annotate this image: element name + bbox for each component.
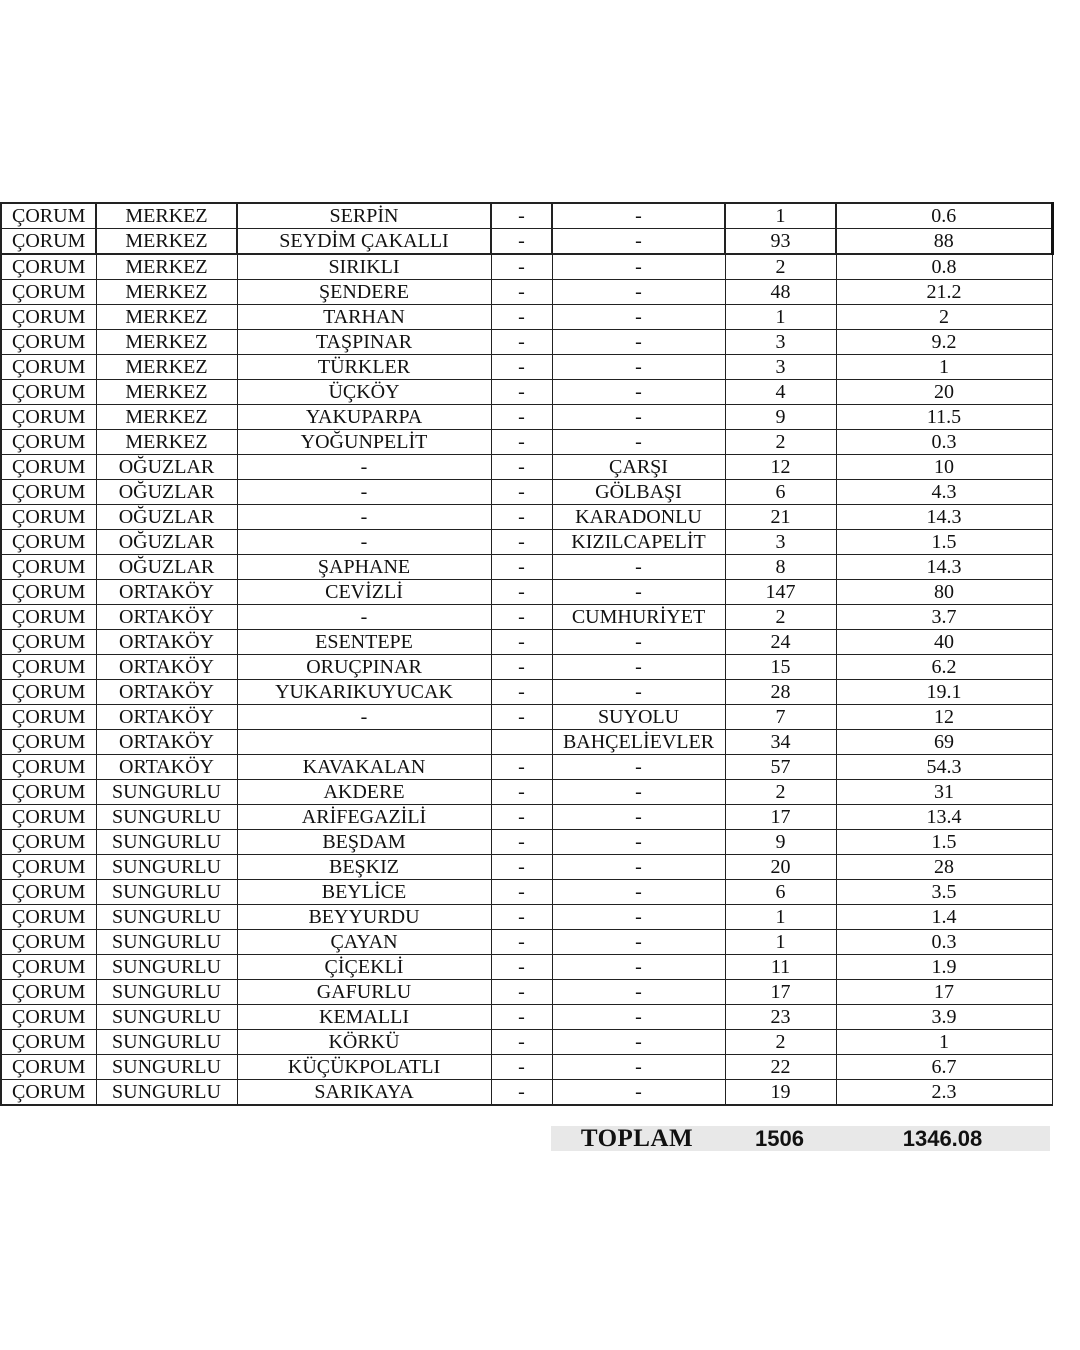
table-row: [1, 880, 1052, 905]
cell-il: ÇORUM: [1, 430, 96, 455]
cell-koy: -: [237, 480, 491, 505]
cell-count: 1: [725, 905, 836, 930]
cell-area: 20: [836, 380, 1052, 405]
cell-il: ÇORUM: [1, 380, 96, 405]
cell-il: ÇORUM: [1, 730, 96, 755]
table-row: [1, 455, 1052, 480]
cell-koy: ŞENDERE: [237, 280, 491, 305]
cell-count: 9: [725, 830, 836, 855]
cell-area: 14.3: [836, 555, 1052, 580]
cell-il: ÇORUM: [1, 780, 96, 805]
cell-count: 6: [725, 480, 836, 505]
cell-ilce: SUNGURLU: [96, 1030, 237, 1055]
table-row: [1, 680, 1052, 705]
cell-ilce: SUNGURLU: [96, 1080, 237, 1106]
cell-ilce: SUNGURLU: [96, 930, 237, 955]
cell-count: 1: [725, 305, 836, 330]
cell-ilce: SUNGURLU: [96, 880, 237, 905]
table-row: [1, 930, 1052, 955]
cell-count: 4: [725, 380, 836, 405]
cell-koy: ESENTEPE: [237, 630, 491, 655]
cell-koy: -: [237, 705, 491, 730]
cell-area: 88: [836, 229, 1052, 255]
table-row: [1, 730, 1052, 755]
cell-area: 1.9: [836, 955, 1052, 980]
cell-mezra: -: [491, 254, 552, 280]
cell-ilce: OĞUZLAR: [96, 455, 237, 480]
cell-mezra: -: [491, 405, 552, 430]
table-row: [1, 955, 1052, 980]
cell-mahalle: KARADONLU: [552, 505, 725, 530]
table-row: [1, 1080, 1052, 1106]
cell-koy: KÖRKÜ: [237, 1030, 491, 1055]
cell-count: 34: [725, 730, 836, 755]
cell-mezra: -: [491, 905, 552, 930]
cell-il: ÇORUM: [1, 980, 96, 1005]
cell-mahalle: -: [552, 855, 725, 880]
cell-mahalle: -: [552, 405, 725, 430]
table-row: [1, 530, 1052, 555]
cell-koy: SARIKAYA: [237, 1080, 491, 1106]
cell-mezra: -: [491, 705, 552, 730]
cell-mezra: -: [491, 580, 552, 605]
cell-area: 1: [836, 355, 1052, 380]
cell-ilce: SUNGURLU: [96, 780, 237, 805]
cell-mahalle: -: [552, 555, 725, 580]
cell-il: ÇORUM: [1, 630, 96, 655]
cell-mezra: -: [491, 203, 552, 229]
cell-il: ÇORUM: [1, 580, 96, 605]
cell-il: ÇORUM: [1, 930, 96, 955]
cell-koy: ÜÇKÖY: [237, 380, 491, 405]
cell-il: ÇORUM: [1, 530, 96, 555]
cell-ilce: MERKEZ: [96, 305, 237, 330]
cell-count: 2: [725, 430, 836, 455]
cell-mahalle: SUYOLU: [552, 705, 725, 730]
cell-area: 13.4: [836, 805, 1052, 830]
table-row: [1, 855, 1052, 880]
cell-area: 0.8: [836, 254, 1052, 280]
cell-mezra: -: [491, 830, 552, 855]
cell-mezra: -: [491, 980, 552, 1005]
cell-area: 6.2: [836, 655, 1052, 680]
cell-mezra: -: [491, 605, 552, 630]
cell-mezra: -: [491, 505, 552, 530]
cell-ilce: ORTAKÖY: [96, 705, 237, 730]
cell-mezra: -: [491, 280, 552, 305]
cell-area: 21.2: [836, 280, 1052, 305]
cell-area: 0.3: [836, 430, 1052, 455]
cell-mahalle: -: [552, 655, 725, 680]
cell-area: 1: [836, 1030, 1052, 1055]
cell-il: ÇORUM: [1, 680, 96, 705]
cell-koy: ÇİÇEKLİ: [237, 955, 491, 980]
cell-area: 14.3: [836, 505, 1052, 530]
cell-il: ÇORUM: [1, 455, 96, 480]
cell-count: 2: [725, 605, 836, 630]
cell-il: ÇORUM: [1, 505, 96, 530]
cell-koy: ÇAYAN: [237, 930, 491, 955]
cell-il: ÇORUM: [1, 830, 96, 855]
cell-mezra: -: [491, 1080, 552, 1106]
cell-mezra: -: [491, 1055, 552, 1080]
cell-il: ÇORUM: [1, 1030, 96, 1055]
table-row: [1, 254, 1052, 280]
cell-mahalle: -: [552, 680, 725, 705]
cell-il: ÇORUM: [1, 203, 96, 229]
cell-koy: TÜRKLER: [237, 355, 491, 380]
cell-mahalle: GÖLBAŞI: [552, 480, 725, 505]
total-label: TOPLAM: [580, 1125, 694, 1152]
cell-ilce: ORTAKÖY: [96, 630, 237, 655]
cell-ilce: MERKEZ: [96, 405, 237, 430]
cell-il: ÇORUM: [1, 254, 96, 280]
cell-mahalle: -: [552, 430, 725, 455]
cell-il: ÇORUM: [1, 555, 96, 580]
table-row: [1, 755, 1052, 780]
cell-mezra: -: [491, 480, 552, 505]
cell-count: 21: [725, 505, 836, 530]
cell-ilce: MERKEZ: [96, 203, 237, 229]
cell-il: ÇORUM: [1, 1080, 96, 1106]
table-row: [1, 330, 1052, 355]
cell-koy: [237, 730, 491, 755]
cell-area: 0.3: [836, 930, 1052, 955]
cell-koy: BEYYURDU: [237, 905, 491, 930]
cell-koy: -: [237, 505, 491, 530]
cell-mahalle: -: [552, 254, 725, 280]
cell-mezra: -: [491, 455, 552, 480]
cell-ilce: MERKEZ: [96, 430, 237, 455]
cell-ilce: SUNGURLU: [96, 805, 237, 830]
cell-il: ÇORUM: [1, 705, 96, 730]
cell-area: 4.3: [836, 480, 1052, 505]
cell-count: 6: [725, 880, 836, 905]
cell-ilce: OĞUZLAR: [96, 480, 237, 505]
cell-area: 2: [836, 305, 1052, 330]
cell-count: 48: [725, 280, 836, 305]
data-table: [0, 202, 1054, 1106]
cell-mezra: -: [491, 380, 552, 405]
cell-ilce: ORTAKÖY: [96, 730, 237, 755]
cell-il: ÇORUM: [1, 229, 96, 255]
cell-koy: BEYLİCE: [237, 880, 491, 905]
table-row: [1, 355, 1052, 380]
cell-mahalle: -: [552, 1080, 725, 1106]
cell-mezra: -: [491, 755, 552, 780]
table-row: [1, 905, 1052, 930]
cell-koy: YAKUPARPA: [237, 405, 491, 430]
cell-ilce: SUNGURLU: [96, 905, 237, 930]
table-row: [1, 280, 1052, 305]
cell-il: ÇORUM: [1, 1005, 96, 1030]
table-row: [1, 229, 1052, 255]
cell-ilce: MERKEZ: [96, 280, 237, 305]
cell-mezra: -: [491, 655, 552, 680]
cell-mezra: -: [491, 630, 552, 655]
table-row: [1, 780, 1052, 805]
cell-mahalle: KIZILCAPELİT: [552, 530, 725, 555]
cell-mezra: -: [491, 430, 552, 455]
cell-ilce: SUNGURLU: [96, 1005, 237, 1030]
cell-ilce: OĞUZLAR: [96, 505, 237, 530]
cell-mahalle: -: [552, 280, 725, 305]
cell-il: ÇORUM: [1, 305, 96, 330]
table-row: [1, 203, 1052, 229]
cell-area: 69: [836, 730, 1052, 755]
cell-area: 19.1: [836, 680, 1052, 705]
cell-count: 57: [725, 755, 836, 780]
table-row: [1, 305, 1052, 330]
cell-area: 6.7: [836, 1055, 1052, 1080]
cell-il: ÇORUM: [1, 480, 96, 505]
cell-count: 1: [725, 930, 836, 955]
cell-koy: CEVİZLİ: [237, 580, 491, 605]
cell-koy: BEŞDAM: [237, 830, 491, 855]
table-row: [1, 480, 1052, 505]
cell-mahalle: -: [552, 203, 725, 229]
cell-count: 17: [725, 805, 836, 830]
cell-koy: YUKARIKUYUCAK: [237, 680, 491, 705]
cell-mezra: -: [491, 855, 552, 880]
cell-count: 23: [725, 1005, 836, 1030]
cell-area: 9.2: [836, 330, 1052, 355]
cell-count: 2: [725, 780, 836, 805]
table-row: [1, 630, 1052, 655]
cell-ilce: ORTAKÖY: [96, 580, 237, 605]
cell-mahalle: CUMHURİYET: [552, 605, 725, 630]
cell-mezra: -: [491, 305, 552, 330]
cell-ilce: MERKEZ: [96, 254, 237, 280]
cell-koy: SEYDİM ÇAKALLI: [237, 229, 491, 255]
cell-mezra: -: [491, 1030, 552, 1055]
cell-koy: SERPİN: [237, 203, 491, 229]
cell-mahalle: -: [552, 980, 725, 1005]
cell-area: 1.5: [836, 530, 1052, 555]
cell-mezra: -: [491, 680, 552, 705]
cell-mezra: -: [491, 229, 552, 255]
cell-area: 3.7: [836, 605, 1052, 630]
table-row: [1, 605, 1052, 630]
table-row: [1, 1030, 1052, 1055]
cell-ilce: ORTAKÖY: [96, 755, 237, 780]
table-row: [1, 980, 1052, 1005]
cell-area: 0.6: [836, 203, 1052, 229]
cell-count: 9: [725, 405, 836, 430]
cell-koy: YOĞUNPELİT: [237, 430, 491, 455]
cell-count: 8: [725, 555, 836, 580]
table-row: [1, 430, 1052, 455]
cell-il: ÇORUM: [1, 1055, 96, 1080]
cell-koy: ŞAPHANE: [237, 555, 491, 580]
cell-mahalle: BAHÇELİEVLER: [552, 730, 725, 755]
cell-il: ÇORUM: [1, 405, 96, 430]
cell-il: ÇORUM: [1, 655, 96, 680]
cell-mahalle: -: [552, 830, 725, 855]
cell-mezra: -: [491, 1005, 552, 1030]
cell-count: 11: [725, 955, 836, 980]
cell-area: 2.3: [836, 1080, 1052, 1106]
cell-koy: AKDERE: [237, 780, 491, 805]
cell-ilce: MERKEZ: [96, 229, 237, 255]
cell-count: 2: [725, 1030, 836, 1055]
cell-area: 1.4: [836, 905, 1052, 930]
cell-count: 24: [725, 630, 836, 655]
totals-bar: [551, 1126, 1050, 1151]
cell-count: 2: [725, 254, 836, 280]
cell-count: 28: [725, 680, 836, 705]
cell-mahalle: -: [552, 305, 725, 330]
cell-il: ÇORUM: [1, 330, 96, 355]
cell-mezra: [491, 730, 552, 755]
table-row: [1, 505, 1052, 530]
table-row: [1, 655, 1052, 680]
cell-mahalle: ÇARŞI: [552, 455, 725, 480]
cell-count: 19: [725, 1080, 836, 1106]
table-row: [1, 1005, 1052, 1030]
cell-mahalle: -: [552, 780, 725, 805]
cell-il: ÇORUM: [1, 280, 96, 305]
total-area: 1346.08: [902, 1126, 983, 1151]
cell-mahalle: -: [552, 380, 725, 405]
cell-koy: ORUÇPINAR: [237, 655, 491, 680]
table-row: [1, 555, 1052, 580]
cell-mahalle: -: [552, 955, 725, 980]
cell-mahalle: -: [552, 630, 725, 655]
cell-il: ÇORUM: [1, 855, 96, 880]
cell-koy: ARİFEGAZİLİ: [237, 805, 491, 830]
total-count: 1506: [755, 1126, 804, 1151]
cell-count: 15: [725, 655, 836, 680]
table-row: [1, 405, 1052, 430]
cell-ilce: SUNGURLU: [96, 830, 237, 855]
table-row: [1, 580, 1052, 605]
table-row: [1, 1055, 1052, 1080]
cell-mezra: -: [491, 930, 552, 955]
cell-area: 12: [836, 705, 1052, 730]
cell-count: 22: [725, 1055, 836, 1080]
cell-mezra: -: [491, 530, 552, 555]
cell-ilce: OĞUZLAR: [96, 555, 237, 580]
cell-mezra: -: [491, 555, 552, 580]
cell-il: ÇORUM: [1, 880, 96, 905]
cell-il: ÇORUM: [1, 805, 96, 830]
cell-area: 3.9: [836, 1005, 1052, 1030]
cell-ilce: SUNGURLU: [96, 855, 237, 880]
cell-ilce: OĞUZLAR: [96, 530, 237, 555]
cell-mahalle: -: [552, 229, 725, 255]
cell-mahalle: -: [552, 905, 725, 930]
cell-ilce: SUNGURLU: [96, 955, 237, 980]
cell-area: 40: [836, 630, 1052, 655]
cell-mahalle: -: [552, 330, 725, 355]
table-row: [1, 380, 1052, 405]
cell-koy: TARHAN: [237, 305, 491, 330]
cell-mahalle: -: [552, 805, 725, 830]
cell-mahalle: -: [552, 930, 725, 955]
cell-mahalle: -: [552, 580, 725, 605]
cell-ilce: SUNGURLU: [96, 1055, 237, 1080]
cell-count: 12: [725, 455, 836, 480]
cell-count: 3: [725, 530, 836, 555]
cell-area: 80: [836, 580, 1052, 605]
cell-koy: KAVAKALAN: [237, 755, 491, 780]
cell-mezra: -: [491, 955, 552, 980]
cell-count: 17: [725, 980, 836, 1005]
cell-mezra: -: [491, 780, 552, 805]
cell-area: 54.3: [836, 755, 1052, 780]
cell-koy: -: [237, 455, 491, 480]
cell-count: 3: [725, 355, 836, 380]
cell-area: 31: [836, 780, 1052, 805]
cell-koy: SIRIKLI: [237, 254, 491, 280]
cell-area: 1.5: [836, 830, 1052, 855]
cell-area: 28: [836, 855, 1052, 880]
cell-mahalle: -: [552, 1005, 725, 1030]
cell-mahalle: -: [552, 355, 725, 380]
cell-count: 3: [725, 330, 836, 355]
cell-area: 10: [836, 455, 1052, 480]
cell-il: ÇORUM: [1, 905, 96, 930]
cell-area: 3.5: [836, 880, 1052, 905]
cell-koy: TAŞPINAR: [237, 330, 491, 355]
cell-area: 11.5: [836, 405, 1052, 430]
cell-mezra: -: [491, 805, 552, 830]
cell-ilce: ORTAKÖY: [96, 680, 237, 705]
cell-mezra: -: [491, 880, 552, 905]
cell-area: 17: [836, 980, 1052, 1005]
cell-il: ÇORUM: [1, 355, 96, 380]
cell-koy: -: [237, 605, 491, 630]
cell-count: 93: [725, 229, 836, 255]
cell-koy: -: [237, 530, 491, 555]
cell-mahalle: -: [552, 880, 725, 905]
cell-count: 7: [725, 705, 836, 730]
cell-ilce: ORTAKÖY: [96, 605, 237, 630]
table-row: [1, 830, 1052, 855]
cell-count: 1: [725, 203, 836, 229]
cell-ilce: MERKEZ: [96, 380, 237, 405]
cell-ilce: SUNGURLU: [96, 980, 237, 1005]
table-row: [1, 705, 1052, 730]
cell-il: ÇORUM: [1, 955, 96, 980]
cell-koy: KEMALLI: [237, 1005, 491, 1030]
cell-koy: KÜÇÜKPOLATLI: [237, 1055, 491, 1080]
cell-mahalle: -: [552, 1055, 725, 1080]
cell-mahalle: -: [552, 1030, 725, 1055]
cell-ilce: ORTAKÖY: [96, 655, 237, 680]
cell-il: ÇORUM: [1, 605, 96, 630]
cell-koy: BEŞKIZ: [237, 855, 491, 880]
cell-mezra: -: [491, 355, 552, 380]
cell-mezra: -: [491, 330, 552, 355]
cell-count: 20: [725, 855, 836, 880]
cell-count: 147: [725, 580, 836, 605]
cell-koy: GAFURLU: [237, 980, 491, 1005]
cell-mahalle: -: [552, 755, 725, 780]
cell-ilce: MERKEZ: [96, 355, 237, 380]
table-row: [1, 805, 1052, 830]
cell-il: ÇORUM: [1, 755, 96, 780]
cell-ilce: MERKEZ: [96, 330, 237, 355]
